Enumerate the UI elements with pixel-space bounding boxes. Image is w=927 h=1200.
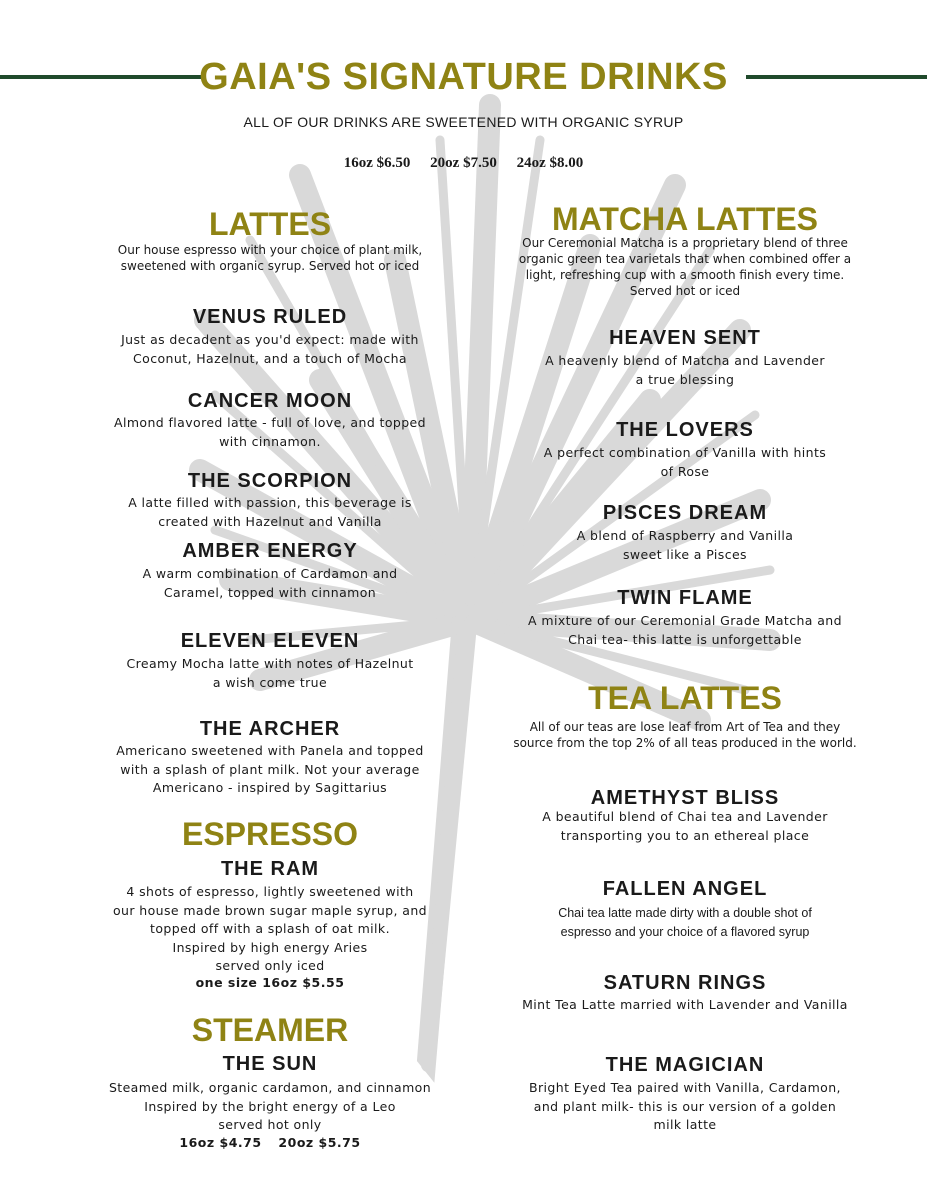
price-24oz: 24oz $8.00 — [516, 155, 584, 171]
drink-name-amethyst-bliss: AMETHYST BLISS — [590, 787, 780, 809]
drink-description-the-scorpion: A latte filled with passion, this beverage is created with Hazelnut and Vanilla — [128, 495, 412, 529]
section-description-lattes: Our house espresso with your choice of plant milk, sweetened with organic syrup. Served hot or iced — [117, 243, 423, 273]
drink-name-amber-energy: AMBER ENERGY — [182, 540, 358, 562]
drink-description-eleven-eleven: Creamy Mocha latte with notes of Hazelnut a wish come true — [126, 656, 414, 690]
drink-name-the-magician: THE MAGICIAN — [605, 1054, 765, 1076]
drink-description-the-magician: Bright Eyed Tea paired with Vanilla, Cardamon, and plant milk- this is our version of a golden milk latte — [529, 1080, 841, 1132]
drink-description-cancer-moon: Almond flavored latte - full of love, and topped with cinnamon. — [114, 415, 426, 449]
steamer-prices: 16oz $4.75 20oz $5.75 — [179, 1135, 361, 1150]
drink-name-the-archer: THE ARCHER — [199, 718, 341, 740]
price-16oz: 16oz $6.50 — [343, 155, 411, 171]
drink-description-the-sun: Steamed milk, organic cardamon, and cinnamon Inspired by the bright energy of a Leo served hot only — [108, 1080, 432, 1132]
drink-name-twin-flame: TWIN FLAME — [617, 587, 753, 609]
drink-description-the-lovers: A perfect combination of Vanilla with hints of Rose — [543, 445, 827, 479]
section-title-matcha-lattes: MATCHA LATTES — [551, 201, 819, 237]
drink-name-heaven-sent: HEAVEN SENT — [609, 327, 761, 349]
section-title-lattes: LATTES — [208, 206, 332, 242]
section-description-tea-lattes: All of our teas are lose leaf from Art of Tea and they source from the top 2% of all teas produced in the world. — [513, 720, 857, 750]
drink-description-the-ram: 4 shots of espresso, lightly sweetened with our house made brown sugar maple syrup, and topped off with a splash of oat milk. Inspired by high energy Aries served only iced — [113, 884, 427, 973]
drink-name-pisces-dream: PISCES DREAM — [602, 502, 768, 524]
drink-description-amethyst-bliss: A beautiful blend of Chai tea and Lavender transporting you to an ethereal place — [542, 809, 828, 843]
drink-name-the-sun: THE SUN — [222, 1053, 318, 1075]
drink-name-the-lovers: THE LOVERS — [616, 419, 754, 441]
section-description-matcha-lattes: Our Ceremonial Matcha is a proprietary blend of three organic green tea varietals that when combined offer a light, refreshing cup with a smooth finish every time. Served hot or iced — [518, 236, 852, 298]
drink-description-fallen-angel: Chai tea latte made dirty with a double shot of espresso and your choice of a flavored syrup — [558, 906, 812, 939]
drink-name-eleven-eleven: ELEVEN ELEVEN — [180, 630, 360, 652]
drink-name-saturn-rings: SATURN RINGS — [603, 972, 767, 994]
price-20oz: 20oz $7.50 — [430, 155, 497, 171]
drink-name-fallen-angel: FALLEN ANGEL — [602, 878, 768, 900]
size-prices — [0, 155, 927, 172]
section-title-espresso: ESPRESSO — [181, 816, 359, 852]
drink-description-heaven-sent: A heavenly blend of Matcha and Lavender a true blessing — [545, 353, 825, 387]
espresso-price: one size 16oz $5.55 — [195, 975, 345, 990]
drink-description-twin-flame: A mixture of our Ceremonial Grade Matcha and Chai tea- this latte is unforgettable — [528, 613, 842, 647]
drink-name-the-ram: THE RAM — [220, 858, 320, 880]
drink-name-the-scorpion: THE SCORPION — [187, 470, 353, 492]
drink-description-amber-energy: A warm combination of Cardamon and Caramel, topped with cinnamon — [142, 566, 398, 600]
drink-description-the-archer: Americano sweetened with Panela and topped with a splash of plant milk. Not your average Americano - inspired by Sagittarius — [116, 743, 424, 795]
section-title-tea-lattes: TEA LATTES — [588, 680, 782, 716]
drink-description-pisces-dream: A blend of Raspberry and Vanilla sweet like a Pisces — [576, 528, 794, 562]
page-subtitle: ALL OF OUR DRINKS ARE SWEETENED WITH ORGANIC SYRUP — [243, 114, 684, 130]
drink-description-saturn-rings: Mint Tea Latte married with Lavender and Vanilla — [522, 997, 848, 1012]
page-title: GAIA'S SIGNATURE DRINKS — [199, 56, 728, 98]
section-title-steamer: STEAMER — [191, 1012, 349, 1048]
drink-description-venus-ruled: Just as decadent as you'd expect: made with Coconut, Hazelnut, and a touch of Mocha — [121, 332, 419, 366]
drink-name-venus-ruled: VENUS RULED — [192, 306, 348, 328]
drink-name-cancer-moon: CANCER MOON — [187, 390, 353, 412]
